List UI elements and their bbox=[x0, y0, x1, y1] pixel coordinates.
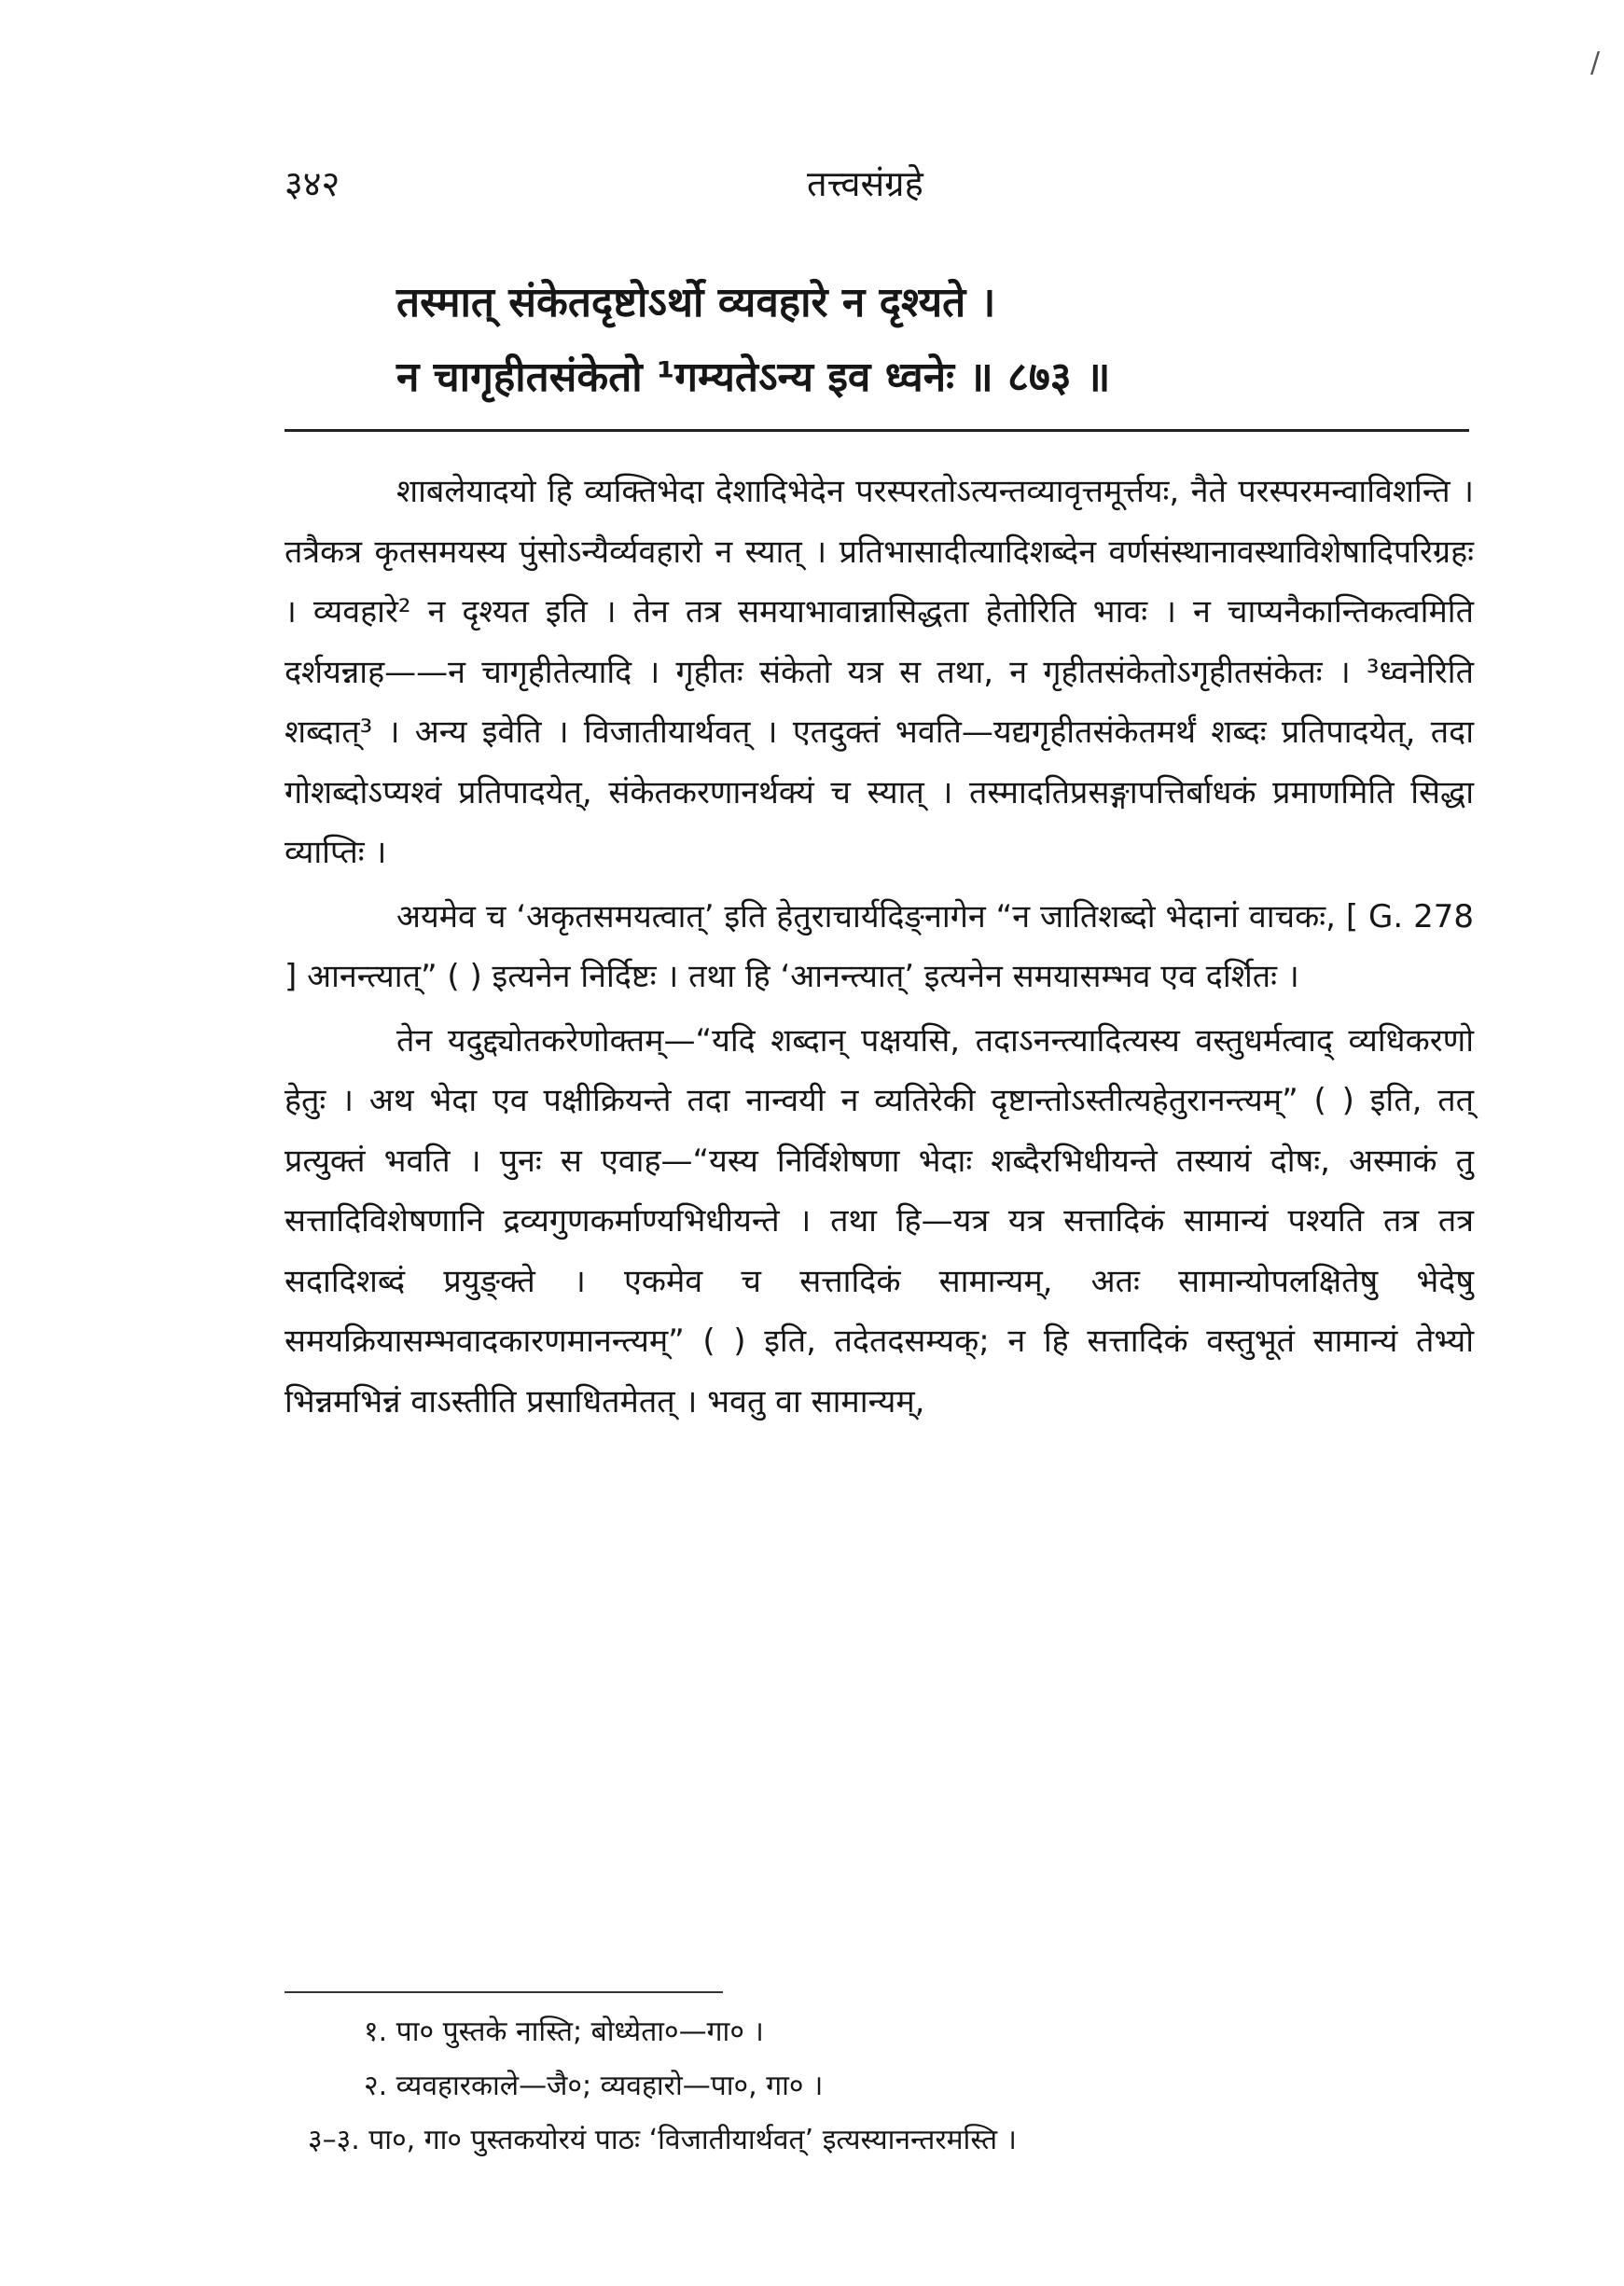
footnote-2: २. व्यवहारकाले—जै०; व्यवहारो—पा०, गा० । bbox=[364, 2070, 824, 2102]
verse-line-2: न चागृहीतसंकेतो ¹गम्यतेऽन्य इव ध्वनेः ॥ ८७३ ॥ bbox=[396, 353, 1111, 401]
footnotes bbox=[308, 2005, 1464, 2168]
page-header bbox=[285, 159, 1446, 215]
commentary-body bbox=[285, 462, 1474, 1432]
verse-line-1: तस्मात् संकेतदृष्टोऽर्थो व्यवहारे न दृश्यते । bbox=[396, 279, 996, 326]
verse-divider bbox=[285, 429, 1469, 432]
page-number: ३४२ bbox=[285, 163, 340, 204]
footnote-1: १. पा० पुस्तके नास्ति; बोध्येता०—गा० । bbox=[364, 2016, 764, 2048]
verse-block bbox=[396, 266, 1469, 415]
commentary-paragraph-3: तेन यदुद्द्योतकरेणोक्तम्—“यदि शब्दान् पक्षयसि, तदाऽनन्त्यादित्यस्य वस्तुधर्मत्वाद् व्यधिकरणो हेतुः । अथ भेदा एव पक्षीक्रियन्ते तदा नान्वयी न व्यतिरेकी दृष्टान्तोऽस्तीत्यहेतुरानन्त्यम्” ( ) इति, तत् प्रत्युक्तं भवति । पुनः स एवाह—“यस्य निर्विशेषणा भेदाः शब्दैरभिधीयन्ते तस्यायं दोषः, अस्माकं तु सत्तादिविशेषणानि द्रव्यगुणकर्माण्यभिधीयन्ते । तथा हि—यत्र यत्र सत्तादिकं सामान्यं पश्यति तत्र तत्र सदादिशब्दं प्रयुङ्क्ते । एकमेव च सत्तादिकं सामान्यम्, अतः सामान्योपलक्षितेषु भेदेषु समयक्रियासम्भवादकारणमानन्त्यम्” ( ) इति, तदेतदसम्यक्; न हि सत्तादिकं वस्तुभूतं सामान्यं तेभ्यो भिन्नमभिन्नं वाऽस्तीति प्रसाधितमेतत् । भवतु वा सामान्यम्, bbox=[285, 1021, 1474, 1420]
commentary-paragraph-1: शाबलेयादयो हि व्यक्तिभेदा देशादिभेदेन परस्परतोऽत्यन्तव्यावृत्तमूर्त्तयः, नैते परस्परमन्वाविशन्ति । तत्रैकत्र कृतसमयस्य पुंसोऽन्यैर्व्यवहारो न स्यात् । प्रतिभासादीत्यादिशब्देन वर्णसंस्थानावस्थाविशेषादिपरिग्रहः । व्यवहारे² न दृश्यत इति । तेन तत्र समयाभावान्नासिद्धता हेतोरिति भावः । न चाप्यनैकान्तिकत्वमिति दर्शयन्नाह——न चागृहीतेत्यादि । गृहीतः संकेतो यत्र स तथा, न गृहीतसंकेतोऽगृहीतसंकेतः । ³ध्वनेरिति शब्दात्³ । अन्य इवेति । विजातीयार्थवत् । एतदुक्तं भवति—यद्यगृहीतसंकेतमर्थं शब्दः प्रतिपादयेत्, तदा गोशब्दोऽप्यश्वं प्रतिपादयेत्, संकेतकरणानर्थक्यं च स्यात् । तस्मादतिप्रसङ्गापत्तिर्बाधकं प्रमाणमिति सिद्धा व्याप्तिः । bbox=[285, 473, 1474, 871]
margin-mark: / bbox=[1590, 47, 1601, 79]
footnote-3: ३–३. पा०, गा० पुस्तकयोरयं पाठः ‘विजातीयार्थवत्’ इत्यस्यानन्तरमस्ति । bbox=[308, 2124, 1018, 2156]
commentary-paragraph-2: अयमेव च ‘अकृतसमयत्वात्’ इति हेतुराचार्यदिङ्नागेन “न जातिशब्दो भेदानां वाचकः, [ G. 278 ] आनन्त्यात्” ( ) इत्यनेन निर्दिष्टः । तथा हि ‘आनन्त्यात्’ इत्यनेन समयासम्भव एव दर्शितः । bbox=[285, 897, 1474, 995]
footnote-divider bbox=[285, 1991, 723, 1993]
running-title: तत्त्वसंग्रहे bbox=[807, 163, 923, 204]
